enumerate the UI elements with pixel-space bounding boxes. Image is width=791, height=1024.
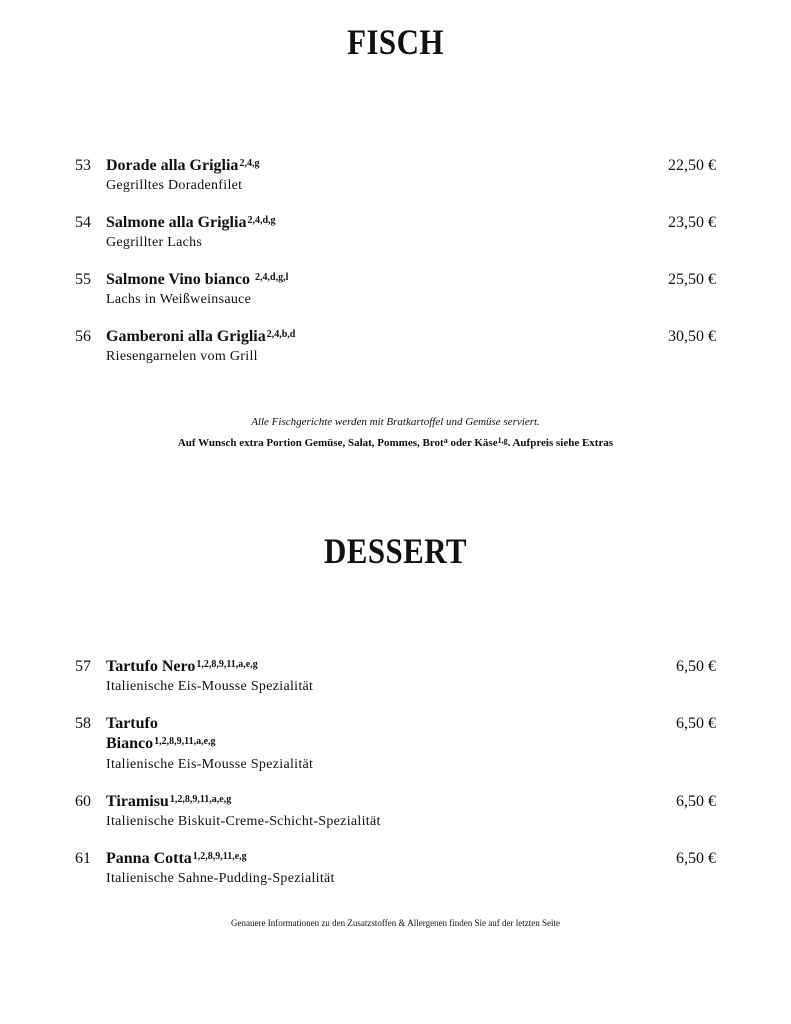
item-description: Italienische Sahne-Pudding-Spezialität: [106, 871, 335, 886]
extras-note-text: . Aufpreis siehe Extras: [507, 437, 614, 449]
item-description: Lachs in Weißweinsauce: [106, 292, 252, 307]
allergen-codes: 1,2,8,9,11,a,e,g: [196, 659, 258, 670]
section-title-dessert: DESSERT: [323, 531, 468, 571]
item-name: [106, 213, 346, 233]
fisch-menu-list: [0, 156, 791, 384]
item-price: 30,50 €: [668, 328, 716, 345]
item-number: 56: [75, 328, 91, 345]
allergen-codes: 1,2,8,9,11,a,e,g: [169, 794, 232, 805]
extras-note-text: Auf Wunsch extra Portion Gemüse, Salat, Pommes, Brot: [177, 437, 444, 449]
item-number: 55: [75, 271, 91, 288]
menu-item: [0, 327, 791, 384]
allergen-info-footer: Genauere Informationen zu den Zusatzstoffen & Allergenen finden Sie auf der letzten Seite: [230, 918, 561, 928]
item-description: Gegrillter Lachs: [106, 235, 203, 250]
allergen-codes: 1,2,8,9,11,a,e,g: [154, 736, 216, 747]
item-name-text: Panna Cotta: [106, 850, 192, 867]
allergen-codes: 2,4,d,g: [247, 215, 276, 226]
item-name-text: Dorade alla Griglia: [106, 157, 239, 174]
allergen-codes: 1,2,8,9,11,e,g: [192, 851, 247, 862]
menu-item: [0, 714, 791, 792]
item-name-text: Salmone Vino bianco: [106, 271, 255, 288]
item-description: Italienische Biskuit-Creme-Schicht-Spezialität: [106, 814, 381, 829]
extras-note-text: oder Käse: [447, 437, 498, 449]
item-price: 23,50 €: [668, 214, 716, 231]
item-price: 25,50 €: [668, 271, 716, 288]
menu-item: [0, 213, 791, 270]
menu-item: [0, 792, 791, 849]
item-name-text: Salmone alla Griglia: [106, 214, 247, 231]
item-name-text: Tartufo Bianco: [106, 715, 158, 752]
menu-item: [0, 270, 791, 327]
item-number: 60: [75, 793, 91, 810]
dessert-menu-list: [0, 657, 791, 906]
item-number: 53: [75, 157, 91, 174]
item-price: 6,50 €: [676, 658, 716, 675]
allergen-codes: 2,4,b,d: [266, 329, 296, 340]
item-name-text: Tartufo Nero: [106, 658, 196, 675]
item-name: [106, 657, 346, 677]
allergen-codes: a: [443, 436, 448, 445]
menu-item: [0, 156, 791, 213]
item-number: 54: [75, 214, 91, 231]
item-price: 22,50 €: [668, 157, 716, 174]
item-name-text: Gamberoni alla Griglia: [106, 328, 266, 345]
item-number: 61: [75, 850, 91, 867]
item-number: 58: [75, 715, 91, 732]
item-name: [106, 270, 346, 290]
section-title-fisch: FISCH: [347, 22, 444, 62]
item-name: [106, 327, 346, 347]
item-price: 6,50 €: [676, 793, 716, 810]
allergen-codes: 1,g: [497, 436, 508, 445]
item-price: 6,50 €: [676, 715, 716, 732]
menu-item: [0, 657, 791, 714]
item-price: 6,50 €: [676, 850, 716, 867]
served-with-note: Alle Fischgerichte werden mit Bratkartoffel und Gemüse serviert.: [251, 416, 540, 428]
item-name: [106, 792, 346, 812]
item-description: Gegrilltes Doradenfilet: [106, 178, 243, 193]
extras-note: [0, 437, 791, 449]
item-name: [106, 849, 346, 869]
menu-item: [0, 849, 791, 906]
item-description: Riesengarnelen vom Grill: [106, 349, 258, 364]
item-name: [106, 714, 256, 754]
item-description: Italienische Eis-Mousse Spezialität: [106, 757, 314, 772]
item-number: 57: [75, 658, 91, 675]
allergen-codes: 2,4,d,g,l: [255, 272, 289, 283]
item-name-text: Tiramisu: [106, 793, 169, 810]
item-name: [106, 156, 346, 176]
item-description: Italienische Eis-Mousse Spezialität: [106, 679, 314, 694]
allergen-codes: 2,4,g: [239, 158, 260, 169]
